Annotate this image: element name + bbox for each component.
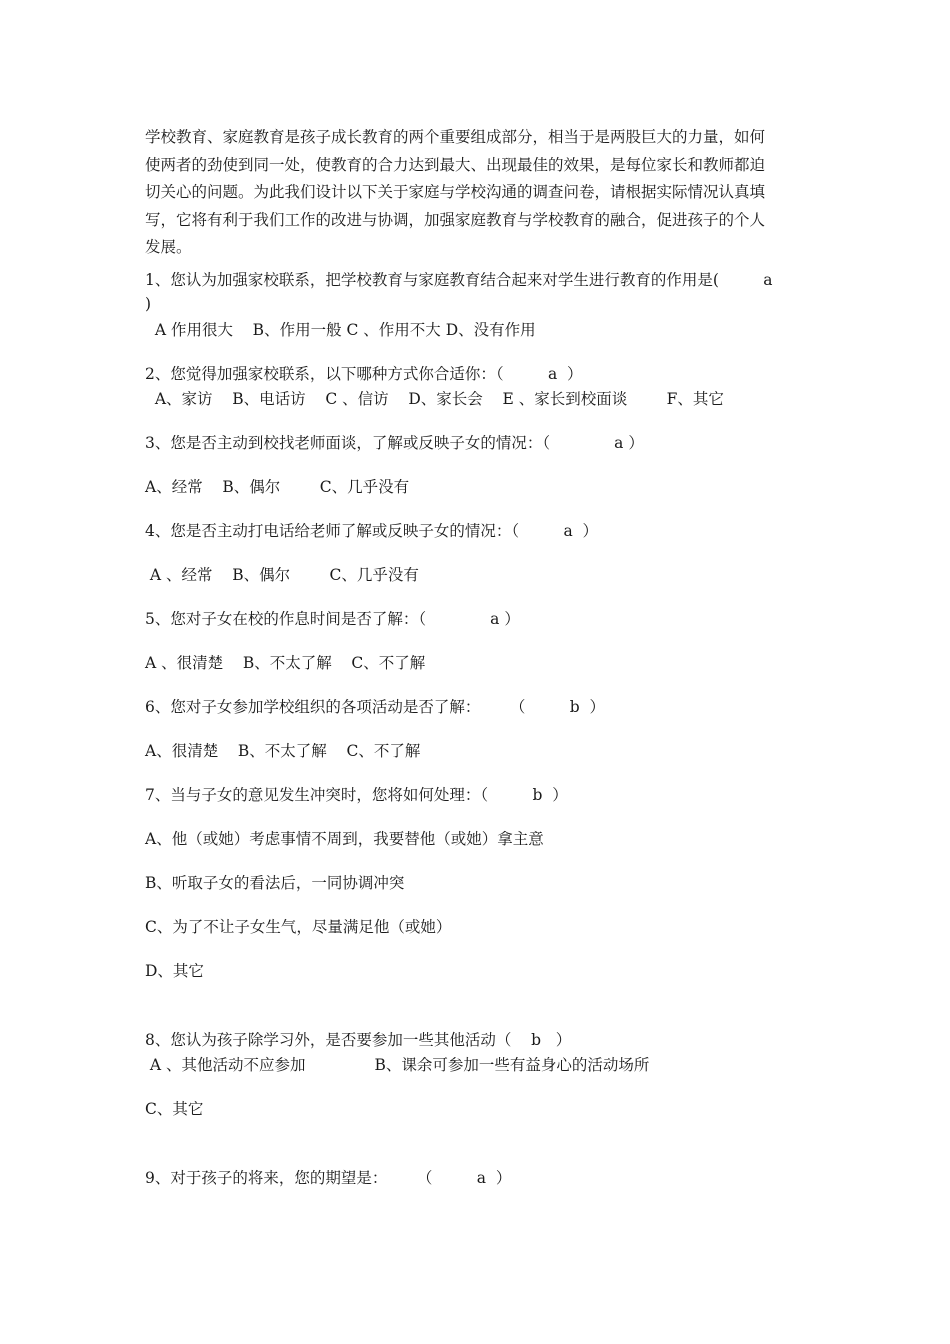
question-2-text: 2、您觉得加强家校联系，以下哪种方式你合适你：（ a ） [145,365,583,383]
question-1-options: A 作用很大 B、作用一般 C 、作用不大 D、没有作用 [145,321,536,339]
question-9-text: 9、对于孩子的将来，您的期望是： （ a ） [145,1169,512,1187]
question-7-option-b: B、听取子女的看法后，一同协调冲突 [145,874,405,892]
question-1-text-cont: ) [145,295,152,313]
intro-line: 发展。 [145,238,192,256]
question-1-text: 1、您认为加强家校联系，把学校教育与家庭教育结合起来对学生进行教育的作用是( a [145,271,773,289]
intro-line: 写，它将有利于我们工作的改进与协调，加强家庭教育与学校教育的融合，促进孩子的个人 [145,210,766,229]
question-7-option-d: D、其它 [145,962,204,980]
question-2-options: A、家访 B、电话访 C 、信访 D、家长会 E 、家长到校面谈 F、其它 [145,390,724,408]
question-8-text: 8、您认为孩子除学习外，是否要参加一些其他活动（ b ） [145,1031,572,1049]
intro-line: 学校教育、家庭教育是孩子成长教育的两个重要组成部分，相当于是两股巨大的力量，如何 [145,128,766,146]
question-8-option-c: C、其它 [145,1100,204,1118]
question-4-text: 4、您是否主动打电话给老师了解或反映子女的情况：（ a ） [145,522,599,540]
question-7-option-c: C、为了不让子女生气，尽量满足他（或她） [145,918,452,936]
intro-paragraph [145,124,813,262]
question-6-options: A、很清楚 B、不太了解 C、不了解 [145,742,421,760]
intro-line: 切关心的问题。为此我们设计以下关于家庭与学校沟通的调查问卷，请根据实际情况认真填 [145,183,766,201]
question-4-options: A 、经常 B、偶尔 C、几乎没有 [145,566,419,584]
question-5-text: 5、您对子女在校的作息时间是否了解：（ a ） [145,610,520,628]
question-5-options: A 、很清楚 B、不太了解 C、不了解 [145,654,426,672]
question-3-options: A、经常 B、偶尔 C、几乎没有 [145,478,410,496]
intro-line: 使两者的劲使到同一处，使教育的合力达到最大、出现最佳的效果，是每位家长和教师都迫 [145,155,766,174]
question-7-option-a: A、他（或她）考虑事情不周到，我要替他（或她）拿主意 [145,830,544,848]
question-7-text: 7、当与子女的意见发生冲突时，您将如何处理：（ b ） [145,786,568,804]
question-8-options-ab: A 、其他活动不应参加 B、课余可参加一些有益身心的活动场所 [145,1056,650,1074]
question-6-text: 6、您对子女参加学校组织的各项活动是否了解： （ b ） [145,698,606,716]
question-3-text: 3、您是否主动到校找老师面谈，了解或反映子女的情况：（ a ） [145,434,644,452]
